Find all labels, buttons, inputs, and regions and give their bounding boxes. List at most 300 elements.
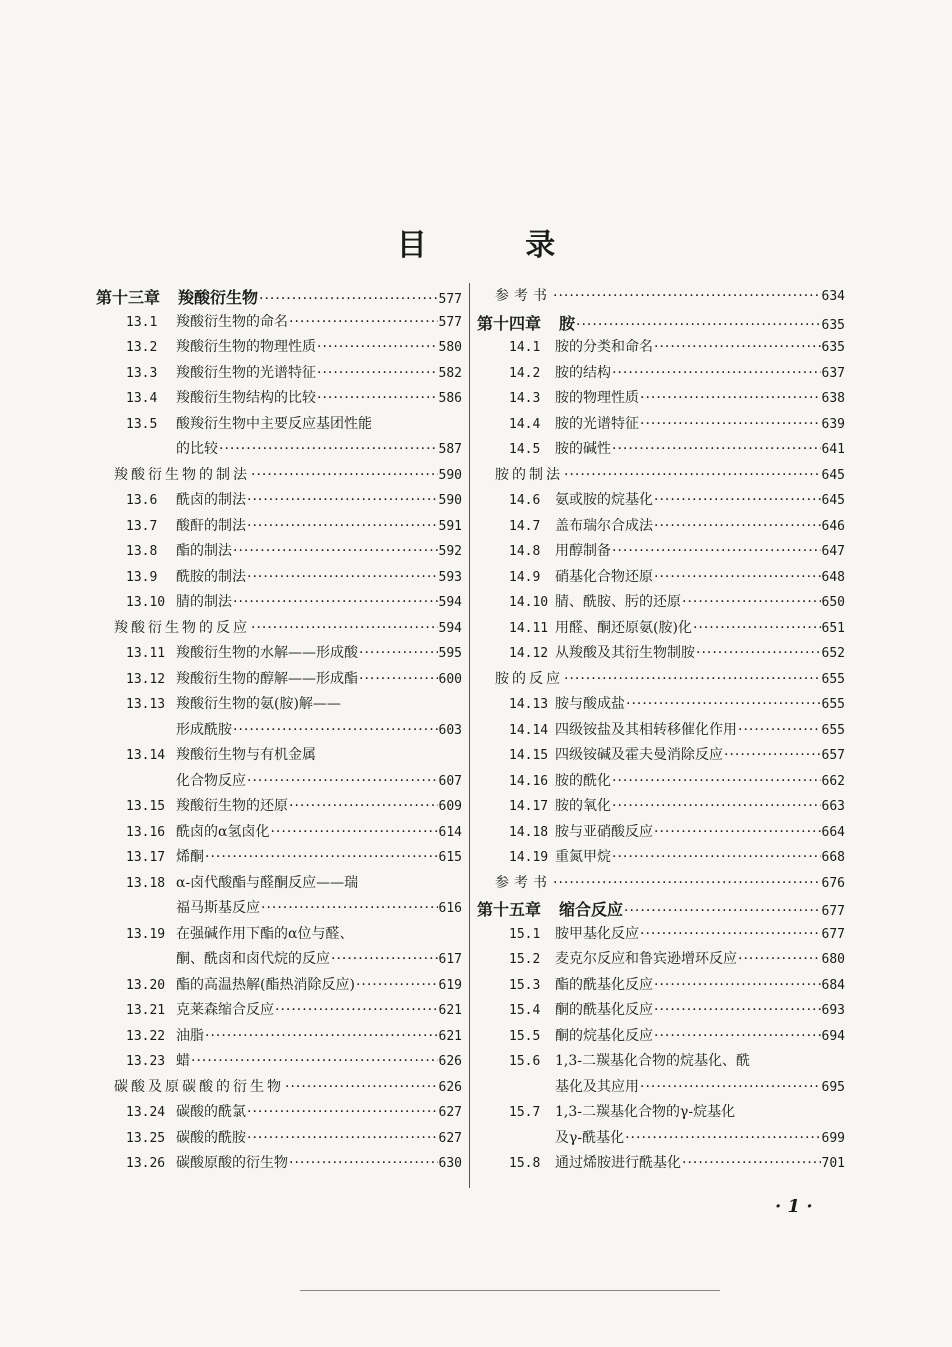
toc-entry-number: 14.7 <box>509 518 541 534</box>
toc-entry-page: 637 <box>821 365 845 381</box>
toc-leader-dots <box>205 1028 438 1044</box>
toc-entry-page: 627 <box>438 1130 462 1146</box>
toc-entry-page: 693 <box>821 1003 845 1018</box>
toc-entry <box>96 566 462 592</box>
toc-entry <box>96 846 462 872</box>
toc-entry-number: 14.18 <box>509 824 549 840</box>
toc-entry-title: 四级铵盐及其相转移催化作用 <box>555 721 737 738</box>
toc-leader-dots <box>251 467 438 483</box>
toc-entry-title: 从羧酸及其衍生物制胺 <box>555 645 695 661</box>
toc-entry-title: 胺甲基化反应 <box>555 925 639 942</box>
toc-entry <box>96 540 462 566</box>
toc-entry <box>96 362 462 388</box>
toc-entry <box>96 591 462 617</box>
toc-entry-title: 碳酸的酰胺 <box>176 1129 246 1146</box>
toc-leader-dots <box>738 951 821 967</box>
toc-leader-dots <box>233 543 438 559</box>
toc-entry-title: 酮的酰基化反应 <box>555 1002 653 1018</box>
toc-entry-title: 酯的制法 <box>176 543 232 559</box>
toc-entry <box>96 464 462 490</box>
toc-entry-title: 硝基化合物还原 <box>555 568 653 585</box>
toc-entry-number: 15.6 <box>509 1054 541 1069</box>
toc-entry <box>96 336 462 362</box>
toc-entry-page: 680 <box>821 952 845 967</box>
toc-entry-title: 蜡 <box>176 1053 190 1069</box>
toc-leader-dots <box>233 594 438 610</box>
toc-entry <box>477 642 845 668</box>
toc-entry <box>96 438 462 464</box>
toc-entry-title: 油脂 <box>176 1027 204 1044</box>
toc-entry <box>96 897 462 923</box>
toc-entry-title: 羧酸衍生物 <box>178 288 259 307</box>
toc-leader-dots <box>191 1053 438 1069</box>
toc-entry <box>96 617 462 643</box>
toc-entry <box>96 999 462 1025</box>
toc-entry <box>96 285 462 311</box>
toc-entry-page: 668 <box>821 850 845 865</box>
toc-leader-dots <box>654 569 821 585</box>
toc-entry-page: 663 <box>821 799 845 814</box>
toc-entry-title: 羧酸衍生物的制法 <box>114 466 250 483</box>
toc-leader-dots <box>356 977 438 993</box>
toc-entry-number: 14.10 <box>509 595 549 610</box>
page-number: · 1 · <box>775 1196 813 1217</box>
toc-leader-dots <box>247 773 438 789</box>
toc-entry-page: 635 <box>821 317 845 333</box>
toc-entry-page: 648 <box>821 569 845 585</box>
toc-entry-number: 13.16 <box>126 824 166 840</box>
toc-entry <box>96 413 462 439</box>
toc-entry-page: 621 <box>438 1028 462 1044</box>
toc-leader-dots <box>654 1002 821 1018</box>
toc-leader-dots <box>654 977 821 993</box>
toc-entry-page: 645 <box>821 493 845 508</box>
toc-entry-title: 羧酸衍生物结构的比较 <box>176 390 316 406</box>
toc-entry <box>96 1076 462 1102</box>
toc-entry-page: 677 <box>821 904 845 919</box>
toc-entry-title: 化合物反应 <box>176 772 246 789</box>
toc-entry-number: 第十五章 <box>477 900 542 919</box>
toc-entry-title: 酸酐的制法 <box>176 517 246 534</box>
toc-leader-dots <box>259 291 437 307</box>
toc-entry-number: 14.1 <box>509 340 541 355</box>
toc-entry-page: 699 <box>821 1130 845 1146</box>
toc-entry-number: 13.3 <box>126 365 158 381</box>
toc-entry-number: 13.22 <box>126 1028 166 1044</box>
toc-entry-title: 碳酸的酰氯 <box>176 1104 246 1120</box>
toc-entry <box>96 1101 462 1127</box>
toc-entry-number: 13.26 <box>126 1156 166 1171</box>
toc-entry-page: 694 <box>821 1028 845 1044</box>
toc-entry <box>477 387 845 413</box>
toc-entry-number: 13.1 <box>126 314 158 330</box>
toc-right-column <box>477 285 845 1178</box>
toc-leader-dots <box>625 1130 820 1146</box>
toc-entry-number: 14.15 <box>509 748 549 763</box>
toc-entry <box>96 1152 462 1178</box>
toc-leader-dots <box>251 620 438 636</box>
toc-entry-title: 羧酸衍生物的醇解——形成酯 <box>176 670 358 687</box>
toc-leader-dots <box>682 1155 821 1171</box>
toc-entry-page: 650 <box>821 595 845 610</box>
toc-leader-dots <box>612 798 821 814</box>
toc-leader-dots <box>640 926 821 942</box>
toc-entry-number: 13.23 <box>126 1054 166 1069</box>
toc-entry <box>477 617 845 643</box>
toc-leader-dots <box>654 492 821 508</box>
toc-entry-title: 胺 <box>559 313 576 333</box>
toc-entry-page: 657 <box>821 748 845 763</box>
toc-leader-dots <box>654 824 821 840</box>
toc-entry-title: 胺的分类和命名 <box>555 339 653 355</box>
toc-entry-page: 662 <box>821 773 845 789</box>
toc-entry <box>96 923 462 949</box>
toc-leader-dots <box>247 518 438 534</box>
toc-entry-number: 13.5 <box>126 416 158 432</box>
toc-entry-title: 的比较 <box>176 441 218 457</box>
toc-entry-title: 福马斯基反应 <box>176 900 260 916</box>
toc-entry-title: 羧酸衍生物的命名 <box>176 313 288 330</box>
toc-entry-number: 第十四章 <box>477 313 542 333</box>
toc-entry-title: 通过烯胺进行酰基化 <box>555 1155 681 1171</box>
toc-entry-number: 13.21 <box>126 1003 166 1018</box>
toc-entry-page: 580 <box>438 340 462 355</box>
toc-entry-title: 盖布瑞尔合成法 <box>555 517 653 534</box>
toc-entry <box>477 489 845 515</box>
toc-entry-page: 647 <box>821 544 845 559</box>
toc-entry <box>96 1025 462 1051</box>
toc-leader-dots <box>247 569 438 585</box>
toc-entry-page: 594 <box>438 620 462 636</box>
toc-entry <box>96 719 462 745</box>
toc-entry-page: 619 <box>438 977 462 993</box>
toc-leader-dots <box>285 1079 438 1095</box>
toc-entry-number: 14.3 <box>509 391 541 406</box>
toc-entry <box>477 974 845 1000</box>
toc-leader-dots <box>654 339 821 355</box>
toc-entry <box>96 974 462 1000</box>
toc-entry-page: 614 <box>438 824 462 840</box>
toc-entry-title: 胺的酰化 <box>555 772 611 789</box>
toc-entry-number: 14.12 <box>509 646 549 661</box>
toc-leader-dots <box>289 314 438 330</box>
toc-entry-number: 14.4 <box>509 416 541 432</box>
toc-entry-page: 617 <box>438 952 462 967</box>
toc-entry-number: 15.3 <box>509 977 541 993</box>
toc-leader-dots <box>247 1104 438 1120</box>
toc-entry-title: 羧酸衍生物的物理性质 <box>176 339 316 355</box>
toc-entry-title: 用醛、酮还原氨(胺)化 <box>555 619 692 636</box>
toc-leader-dots <box>247 492 438 508</box>
toc-entry <box>477 285 845 311</box>
toc-entry-page: 594 <box>438 595 462 610</box>
toc-entry-page: 676 <box>821 875 845 891</box>
toc-entry-number: 13.2 <box>126 340 158 355</box>
toc-entry-page: 607 <box>438 773 462 789</box>
toc-entry-number: 15.8 <box>509 1156 541 1171</box>
toc-entry-title: 及γ-酰基化 <box>555 1129 625 1146</box>
toc-entry <box>477 948 845 974</box>
toc-entry-page: 695 <box>821 1079 845 1095</box>
toc-entry-page: 590 <box>438 467 462 483</box>
toc-entry-number: 第十三章 <box>96 288 161 307</box>
toc-entry-number: 13.17 <box>126 850 166 865</box>
toc-entry-page: 646 <box>821 518 845 534</box>
toc-entry <box>477 1050 845 1076</box>
toc-entry-page: 677 <box>821 926 845 942</box>
toc-entry-number: 14.8 <box>509 544 541 559</box>
toc-entry-title: 腈、酰胺、肟的还原 <box>555 594 681 610</box>
toc-entry-page: 621 <box>438 1003 462 1018</box>
toc-entry-title: 腈的制法 <box>176 594 232 610</box>
toc-entry-page: 634 <box>821 289 845 304</box>
toc-leader-dots <box>654 1028 821 1044</box>
toc-entry-number: 14.6 <box>509 493 541 508</box>
toc-entry-title: 1,3-二羰基化合物的γ-烷基化 <box>555 1104 736 1120</box>
toc-entry-title: 碳酸及原碳酸的衍生物 <box>114 1078 284 1095</box>
toc-entry-number: 13.24 <box>126 1105 166 1120</box>
toc-leader-dots <box>270 824 437 840</box>
toc-leader-dots <box>612 543 821 559</box>
toc-entry-page: 591 <box>438 518 462 534</box>
toc-entry-number: 13.15 <box>126 799 166 814</box>
toc-entry <box>477 744 845 770</box>
toc-entry-number: 15.2 <box>509 952 541 967</box>
toc-entry-page: 652 <box>821 646 845 661</box>
toc-leader-dots <box>612 441 821 457</box>
toc-leader-dots <box>247 1130 438 1146</box>
toc-entry-page: 582 <box>438 365 462 381</box>
toc-entry-page: 639 <box>821 416 845 432</box>
toc-entry-number: 14.2 <box>509 365 541 381</box>
toc-entry-number: 13.20 <box>126 977 166 993</box>
toc-entry-page: 577 <box>438 314 462 330</box>
toc-entry <box>96 642 462 668</box>
toc-entry <box>477 999 845 1025</box>
toc-entry-title: 羧酸衍生物的还原 <box>176 798 288 814</box>
toc-entry <box>477 591 845 617</box>
toc-entry-title: 参考书 <box>495 288 552 304</box>
toc-entry-title: 胺与亚硝酸反应 <box>555 823 653 840</box>
toc-entry-page: 627 <box>438 1105 462 1120</box>
page-title: 目 录 <box>396 228 600 263</box>
toc-entry-title: 羧酸衍生物的水解——形成酸 <box>176 645 358 661</box>
toc-entry <box>477 821 845 847</box>
toc-entry <box>96 387 462 413</box>
toc-entry <box>96 1050 462 1076</box>
toc-entry-title: 烯酮 <box>176 849 204 865</box>
toc-entry-title: 胺的反应 <box>495 670 563 687</box>
toc-leader-dots <box>640 416 821 432</box>
toc-leader-dots <box>261 900 438 916</box>
toc-entry-number: 14.11 <box>509 620 549 636</box>
toc-entry-page: 600 <box>438 671 462 687</box>
toc-entry-number: 15.4 <box>509 1003 541 1018</box>
toc-entry-title: 1,3-二羰基化合物的烷基化、酰 <box>555 1053 750 1069</box>
toc-leader-dots <box>654 518 821 534</box>
toc-entry-title: 酰胺的制法 <box>176 568 246 585</box>
toc-leader-dots <box>553 875 821 891</box>
toc-entry <box>477 668 845 694</box>
toc-entry-title: 参考书 <box>495 874 552 891</box>
toc-entry <box>96 1127 462 1153</box>
toc-leader-dots <box>564 467 821 483</box>
toc-leader-dots <box>612 365 821 381</box>
toc-entry <box>477 770 845 796</box>
toc-leader-dots <box>205 849 438 865</box>
toc-entry-title: 四级铵碱及霍夫曼消除反应 <box>555 747 723 763</box>
toc-leader-dots <box>693 620 821 636</box>
toc-entry <box>96 948 462 974</box>
toc-entry-page: 641 <box>821 442 845 457</box>
toc-entry-number: 14.13 <box>509 697 549 712</box>
toc-entry <box>477 362 845 388</box>
toc-leader-dots <box>233 722 438 738</box>
toc-leader-dots <box>317 339 438 355</box>
toc-entry-number: 13.6 <box>126 493 158 508</box>
toc-entry-page: 655 <box>821 722 845 738</box>
toc-leader-dots <box>738 722 821 738</box>
toc-entry-title: 羧酸衍生物的光谱特征 <box>176 364 316 381</box>
toc-entry <box>477 1101 845 1127</box>
toc-entry <box>477 336 845 362</box>
toc-leader-dots <box>612 849 821 865</box>
toc-left-column <box>96 285 462 1178</box>
toc-entry-page: 630 <box>438 1156 462 1171</box>
toc-entry-page: 603 <box>438 722 462 738</box>
toc-entry-number: 13.13 <box>126 697 166 712</box>
toc-entry-page: 590 <box>438 493 462 508</box>
toc-leader-dots <box>624 903 820 919</box>
toc-entry <box>96 770 462 796</box>
toc-entry-number: 13.14 <box>126 748 166 763</box>
toc-entry-number: 13.7 <box>126 518 158 534</box>
toc-entry-title: 克莱森缩合反应 <box>176 1002 274 1018</box>
toc-entry <box>477 719 845 745</box>
toc-entry <box>477 1076 845 1102</box>
toc-leader-dots <box>359 645 438 661</box>
toc-entry-number: 15.7 <box>509 1105 541 1120</box>
toc-entry-number: 13.11 <box>126 646 166 661</box>
toc-entry-title: 酰卤的制法 <box>176 492 246 508</box>
toc-leader-dots <box>696 645 821 661</box>
toc-entry-number: 13.4 <box>126 391 158 406</box>
toc-entry-page: 655 <box>821 697 845 712</box>
toc-entry-title: 胺的结构 <box>555 364 611 381</box>
toc-leader-dots <box>275 1002 438 1018</box>
toc-leader-dots <box>640 1079 821 1095</box>
toc-entry-title: 羧酸衍生物的反应 <box>114 619 250 636</box>
toc-entry <box>477 1152 845 1178</box>
toc-entry-number: 13.25 <box>126 1130 166 1146</box>
toc-entry-page: 645 <box>821 467 845 483</box>
toc-leader-dots <box>626 696 821 712</box>
toc-entry-page: 638 <box>821 391 845 406</box>
toc-entry-number: 13.18 <box>126 875 166 891</box>
toc-entry-page: 595 <box>438 646 462 661</box>
toc-entry-title: 麦克尔反应和鲁宾逊增环反应 <box>555 951 737 967</box>
toc-entry-title: 胺的碱性 <box>555 441 611 457</box>
toc-entry-page: 587 <box>438 442 462 457</box>
toc-entry-page: 651 <box>821 620 845 636</box>
toc-entry-number: 15.5 <box>509 1028 541 1044</box>
toc-entry <box>477 1025 845 1051</box>
toc-entry <box>477 1127 845 1153</box>
toc-entry <box>96 489 462 515</box>
toc-entry-number: 15.1 <box>509 926 541 942</box>
toc-entry <box>96 515 462 541</box>
toc-entry-page: 626 <box>438 1054 462 1069</box>
bottom-rule <box>300 1290 720 1291</box>
toc-entry <box>96 821 462 847</box>
toc-entry-number: 13.9 <box>126 569 158 585</box>
toc-entry-page: 635 <box>821 340 845 355</box>
toc-entry <box>477 872 845 898</box>
toc-entry-page: 586 <box>438 391 462 406</box>
toc-entry <box>477 515 845 541</box>
toc-entry-page: 684 <box>821 977 845 993</box>
toc-entry-title: 缩合反应 <box>559 900 624 919</box>
toc-leader-dots <box>331 951 438 967</box>
toc-entry-title: 胺的物理性质 <box>555 390 639 406</box>
toc-entry-title: 羧酸衍生物的氨(胺)解—— <box>176 696 341 712</box>
toc-leader-dots <box>219 441 438 457</box>
toc-entry <box>96 744 462 770</box>
toc-entry-number: 13.12 <box>126 671 166 687</box>
toc-entry-page: 701 <box>821 1156 845 1171</box>
toc-entry-number: 14.14 <box>509 722 549 738</box>
toc-entry-title: 用醇制备 <box>555 543 611 559</box>
toc-entry-page: 609 <box>438 799 462 814</box>
toc-leader-dots <box>289 1155 438 1171</box>
toc-entry-number: 13.8 <box>126 544 158 559</box>
toc-entry-number: 14.5 <box>509 442 541 457</box>
toc-entry-title: 重氮甲烷 <box>555 849 611 865</box>
toc-entry-number: 13.10 <box>126 595 166 610</box>
toc-entry-page: 664 <box>821 824 845 840</box>
toc-entry-page: 592 <box>438 544 462 559</box>
toc-entry-title: 胺的制法 <box>495 466 563 483</box>
toc-entry-number: 14.17 <box>509 799 549 814</box>
toc-entry-title: 酯的高温热解(酯热消除反应) <box>176 976 355 993</box>
toc-entry-number: 13.19 <box>126 926 166 942</box>
toc-entry-title: 胺的氧化 <box>555 798 611 814</box>
toc-leader-dots <box>553 288 821 304</box>
toc-entry-number: 14.16 <box>509 773 549 789</box>
toc-entry-title: 在强碱作用下酯的α位与醛、 <box>176 925 354 942</box>
toc-entry <box>96 693 462 719</box>
toc-entry-title: 碳酸原酸的衍生物 <box>176 1155 288 1171</box>
toc-entry <box>477 566 845 592</box>
toc-entry <box>477 795 845 821</box>
toc-entry <box>96 872 462 898</box>
toc-leader-dots <box>317 365 438 381</box>
toc-entry-title: 羧酸衍生物与有机金属 <box>176 747 316 763</box>
toc-entry <box>96 311 462 337</box>
toc-leader-dots <box>612 773 821 789</box>
toc-leader-dots <box>724 747 821 763</box>
toc-entry-page: 577 <box>438 292 462 307</box>
toc-leader-dots <box>289 798 438 814</box>
toc-entry-page: 655 <box>821 671 845 687</box>
toc-entry <box>477 897 845 923</box>
toc-leader-dots <box>359 671 438 687</box>
toc-entry-title: 基化及其应用 <box>555 1078 639 1095</box>
toc-entry <box>477 311 845 337</box>
toc-entry-title: 酮、酰卤和卤代烷的反应 <box>176 951 330 967</box>
toc-entry-title: 酮的烷基化反应 <box>555 1027 653 1044</box>
toc-leader-dots <box>640 390 821 406</box>
